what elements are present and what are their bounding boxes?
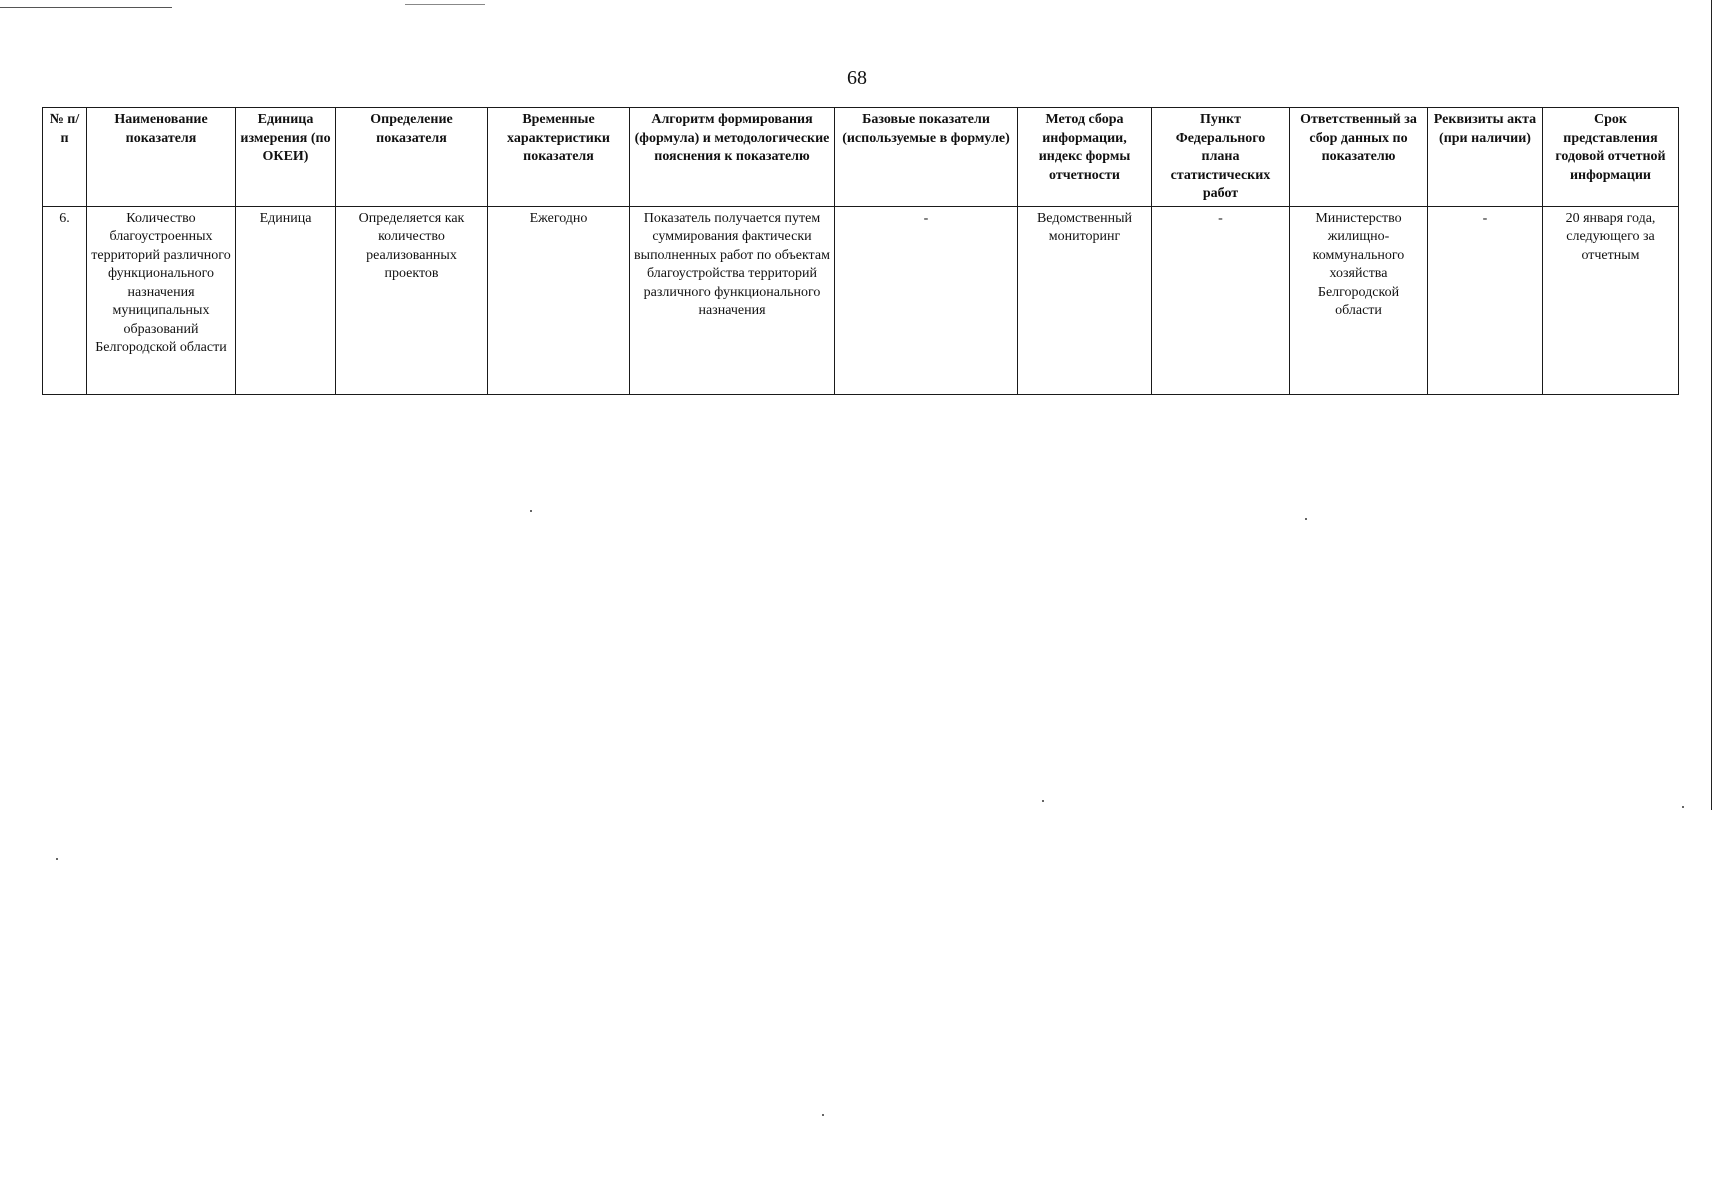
header-deadline: Срок представления годовой отчетной информации xyxy=(1543,108,1679,207)
cell-deadline: 20 января года, следующего за отчетным xyxy=(1543,206,1679,394)
header-collection-method: Метод сбора информации, индекс формы отчетности xyxy=(1018,108,1152,207)
cell-collection-method: Ведомственный мониторинг xyxy=(1018,206,1152,394)
indicators-table xyxy=(42,107,1679,395)
header-time-characteristics: Временные характеристики показателя xyxy=(488,108,630,207)
cell-indicator-name: Количество благоустроенных территорий различного функционального назначения муниципальных образований Белгородской области xyxy=(87,206,236,394)
cell-act-details: - xyxy=(1428,206,1543,394)
cell-number: 6. xyxy=(43,206,87,394)
header-act-details: Реквизиты акта (при наличии) xyxy=(1428,108,1543,207)
header-definition: Определение показателя xyxy=(336,108,488,207)
cell-time-characteristics: Ежегодно xyxy=(488,206,630,394)
scan-speck xyxy=(1042,800,1044,802)
cell-algorithm: Показатель получается путем суммирования фактически выполненных работ по объектам благоустройства территорий различного функционального назначения xyxy=(630,206,835,394)
header-unit: Единица измерения (по ОКЕИ) xyxy=(236,108,336,207)
header-algorithm: Алгоритм формирования (формула) и методологические пояснения к показателю xyxy=(630,108,835,207)
cell-unit: Единица xyxy=(236,206,336,394)
header-number: № п/п xyxy=(43,108,87,207)
header-responsible: Ответственный за сбор данных по показателю xyxy=(1290,108,1428,207)
cell-base-indicators: - xyxy=(835,206,1018,394)
scan-edge-mark xyxy=(0,7,172,8)
page-number: 68 xyxy=(847,67,867,89)
header-base-indicators: Базовые показатели (используемые в формуле) xyxy=(835,108,1018,207)
cell-definition: Определяется как количество реализованных проектов xyxy=(336,206,488,394)
cell-federal-plan-item: - xyxy=(1152,206,1290,394)
header-federal-plan-item: Пункт Федерального плана статистических работ xyxy=(1152,108,1290,207)
scan-edge-mark xyxy=(405,4,485,5)
cell-responsible: Министерство жилищно-коммунального хозяйства Белгородской области xyxy=(1290,206,1428,394)
header-indicator-name: Наименование показателя xyxy=(87,108,236,207)
scan-speck xyxy=(1682,806,1684,808)
table-header-row xyxy=(43,108,1679,207)
scan-speck xyxy=(530,510,532,512)
scan-speck xyxy=(56,858,58,860)
scan-speck xyxy=(822,1114,824,1116)
scan-speck xyxy=(1305,518,1307,520)
table-row xyxy=(43,206,1679,394)
scan-page-edge xyxy=(1711,0,1712,810)
